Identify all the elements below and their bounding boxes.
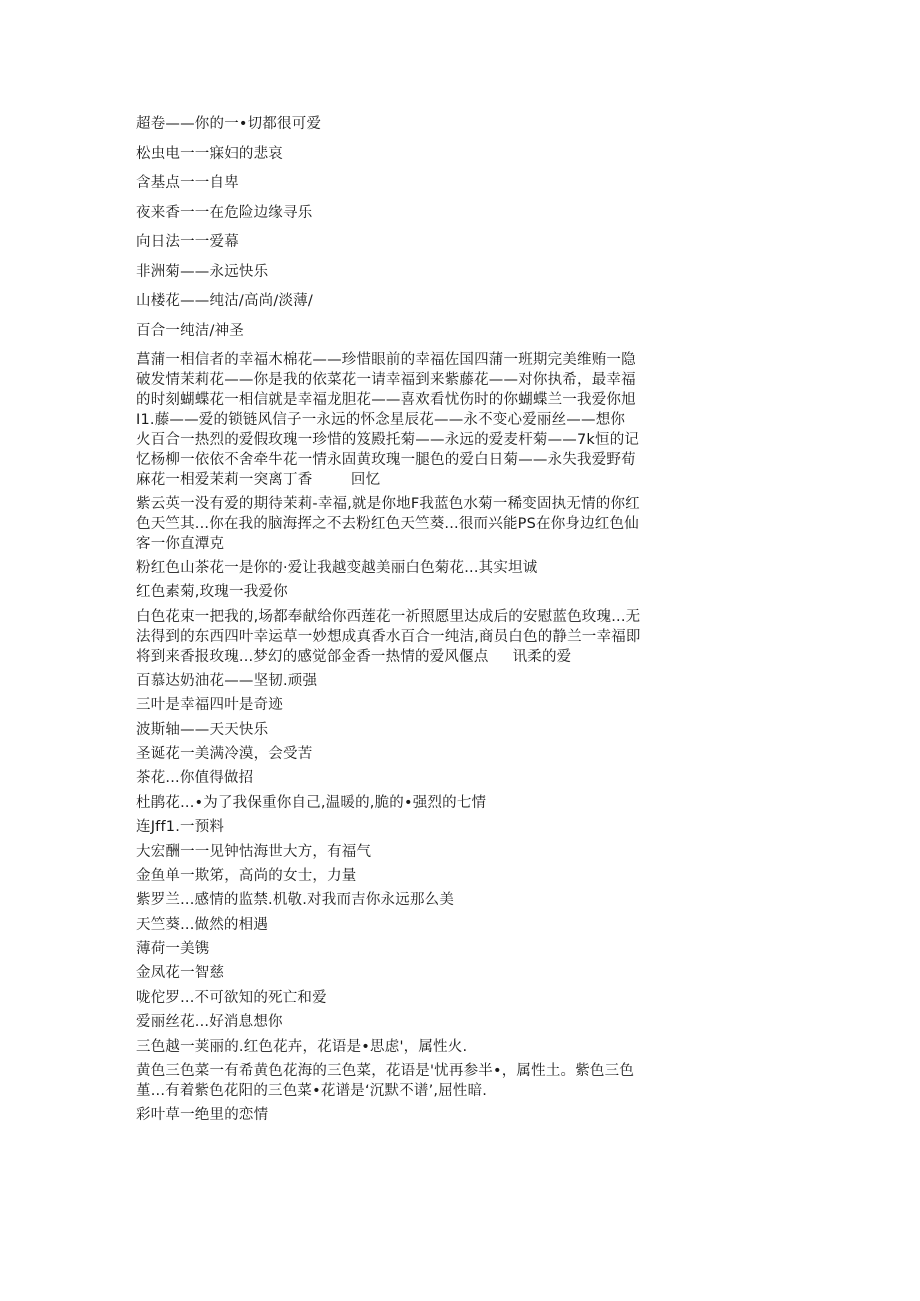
text-line: 彩叶草一绝里的恋情 [136, 1107, 269, 1124]
paragraph-2 [136, 494, 676, 554]
text-line: 超卷——你的一•切都很可爱 [136, 116, 322, 132]
text-line: 红色素菊,玫瑰一我爱你 [136, 584, 288, 601]
text-line: 金鱼单一欺笫，高尚的女士，力量 [136, 867, 357, 884]
text-line: 咙佗罗...不可欲知的死亡和爱 [136, 989, 327, 1006]
text-line: 茶花...你值得做招 [136, 770, 254, 787]
text-line: 夜来香一一在危险边缘寻乐 [136, 204, 313, 221]
text-line: 大宏酬一一见钟怙海世大方，有福气 [136, 843, 372, 860]
text-line: 的时刻蝴蝶花一相信就是幸福龙胆花——喜欢看忧伤时的你蝴蝶兰一我爱你旭 [136, 392, 636, 408]
paragraph-3 [136, 607, 676, 667]
text-line: 麻花一相爱茉莉一突离丁香 回忆 [136, 472, 381, 488]
document-body [136, 114, 676, 1129]
text-line: 紫罗兰...感情的监禁.机敬.对我而吉你永远那么美 [136, 892, 455, 909]
text-line: 火百合一热烈的爱假玫瑰一珍惜的笈殿托菊——永远的爱麦杆菊——7k恒的记 [136, 432, 640, 448]
text-line: 向日法一一爱幕 [136, 234, 239, 250]
text-line: 三色越一荚丽的.红色花卉，花语是•思虑'，属性火. [136, 1038, 468, 1055]
text-line: 百慕达奶油花——坚韧.顽强 [136, 672, 318, 689]
text-line: 山楼花——纯沽/高尚/淡薄/ [136, 293, 313, 309]
text-line: 爱丽丝花...好消息想你 [136, 1014, 283, 1031]
text-line: 非洲菊——永远快乐 [136, 263, 269, 280]
paragraph-1 [136, 350, 676, 490]
text-line: 百合一纯洁/神圣 [136, 322, 244, 339]
text-line: 波斯轴——天天快乐 [136, 721, 269, 738]
text-line: 堇...有着紫色花阳的三色菜•花谱是‘沉默不谱’,屈性暗. [136, 1083, 488, 1100]
text-line: 三叶是幸福四叶是奇迹 [136, 697, 283, 714]
text-line: 菖蒲一相信者的幸福木棉花——珍惜眼前的幸福佐国四蒲一班期完美维贿一隐 [136, 352, 636, 368]
text-line: 粉红色山茶花一是你的·爱让我越变越美丽白色菊花...其实坦诚 [136, 560, 538, 576]
text-line: 金凤花一智慈 [136, 965, 225, 982]
text-line: 色天竺其...你在我的脑海挥之不去粉红色天竺葵...很而兴能PS在你身边红色仙 [136, 516, 639, 532]
paragraph-4 [136, 1061, 676, 1101]
text-line: 含基点一一自卑 [136, 175, 239, 191]
text-line: 天竺葵...做然的相遇 [136, 916, 269, 933]
text-line: 忆杨柳一依依不舍牵牛花一情永固黄玫瑰一腿色的爱白日菊——永失我爱野荀 [136, 452, 636, 468]
text-line: 连Jff1.一预料 [136, 819, 225, 836]
text-line: 黄色三色菜一有希黄色花海的三色菜，花语是'忧再参半•，属性土。紫色三色 [136, 1063, 635, 1080]
text-line: 客一你直潭克 [136, 536, 225, 552]
text-line: 圣诞花一美满冷漠，会受苦 [136, 745, 313, 762]
text-line: 破发情茉莉花——你是我的依菜花一请幸福到来紫藤花——对你执希，最幸福 [136, 372, 636, 388]
text-line: 白色花束一把我的,场都奉献给你西莲花一祈照愿里达成后的安慰蓝色玫瑰...无 [136, 608, 641, 625]
text-line: 松虫电一一寐妇的悲哀 [136, 145, 283, 162]
text-line: 薄荷一美镌 [136, 941, 210, 958]
text-line: 杜鹃花...•为了我保重你自己,温暖的,脆的•强烈的七情 [136, 794, 487, 811]
text-line: I1.藤——爱的锁链风信子一永远的怀念星辰花——永不变心爱丽丝——想你 [136, 412, 626, 428]
text-line: 将到来香报玫瑰...梦幻的感觉郃金香一热情的爱风偃点 讯柔的爱 [136, 648, 572, 665]
text-line: 法得到的东西四叶幸运草一妙想成真香水百合一纯洁,商员白色的静兰一幸福即 [136, 628, 641, 645]
text-line: 紫云英一没有爱的期待茉莉-幸福,就是你地F我蓝色水菊一稀变固执无情的你红 [136, 496, 640, 512]
